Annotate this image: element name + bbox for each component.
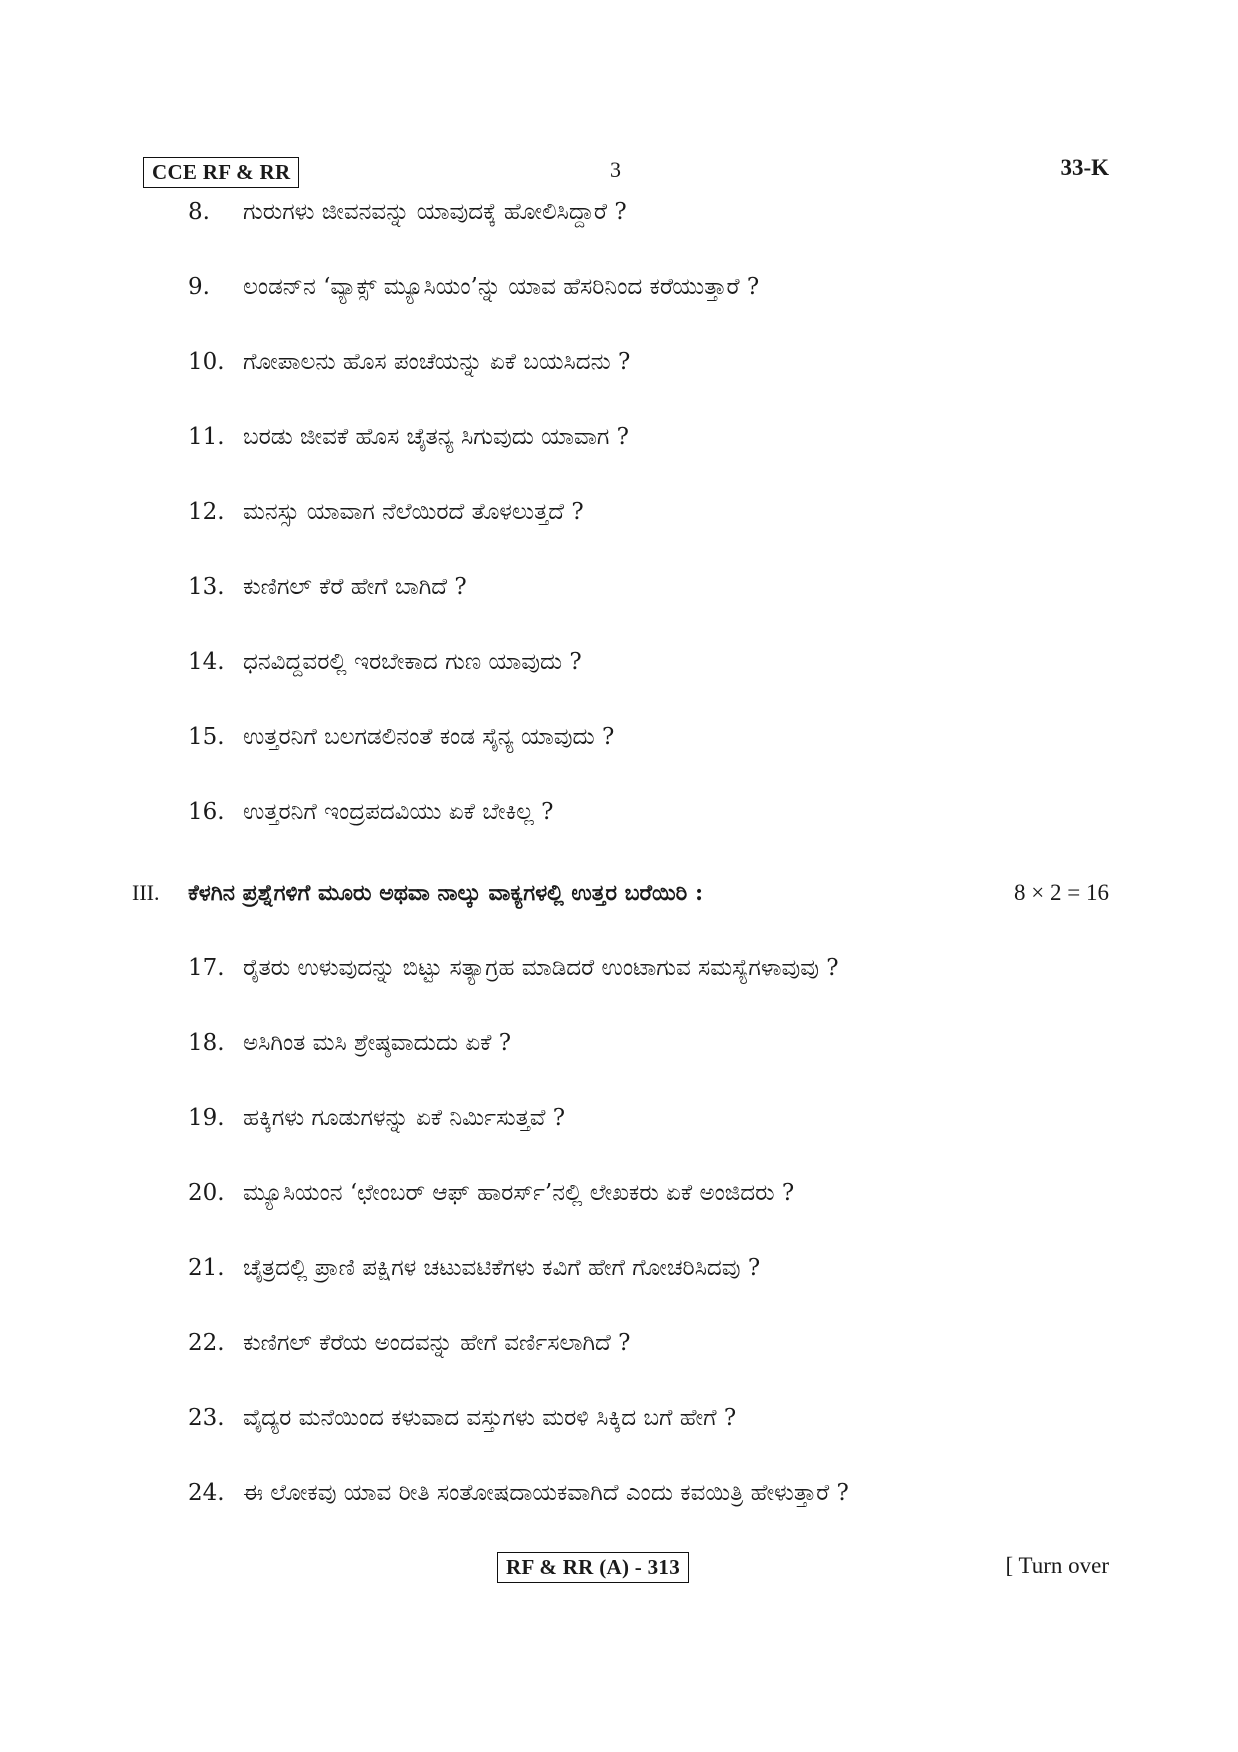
question-item [188, 347, 630, 377]
question-number: 9. [188, 274, 210, 300]
question-item [188, 497, 584, 527]
question-item [188, 1103, 565, 1133]
question-text: ರೈತರು ಉಳುವುದನ್ನು ಬಿಟ್ಟು ಸತ್ಯಾಗ್ರಹ ಮಾಡಿದರೆ ಉಂಟಾಗುವ ಸಮಸ್ಯೆಗಳಾವುವು ? [243, 955, 839, 981]
question-number: 22. [188, 1330, 225, 1356]
question-text: ಕುಣಿಗಲ್ ಕೆರೆಯ ಅಂದವನ್ನು ಹೇಗೆ ವರ್ಣಿಸಲಾಗಿದೆ ? [243, 1330, 631, 1356]
question-number: 15. [188, 724, 225, 750]
question-number: 8. [188, 199, 210, 225]
turn-over-note: [ Turn over [1005, 1553, 1109, 1578]
section-numeral: III. [132, 880, 160, 905]
exam-code-box: CCE RF & RR [143, 157, 299, 188]
question-text: ಚೈತ್ರದಲ್ಲಿ ಪ್ರಾಣಿ ಪಕ್ಷಿಗಳ ಚಟುವಟಿಕೆಗಳು ಕವಿಗೆ ಹೇಗೆ ಗೋಚರಿಸಿದವು ? [243, 1255, 761, 1281]
question-text: ಉತ್ತರನಿಗೆ ಬಲಗಡಲಿನಂತೆ ಕಂಡ ಸೈನ್ಯ ಯಾವುದು ? [243, 724, 615, 750]
paper-code: 33-K [1060, 155, 1109, 180]
question-item [188, 572, 467, 602]
question-text: ಉತ್ತರನಿಗೆ ಇಂದ್ರಪದವಿಯು ಏಕೆ ಬೇಕಿಲ್ಲ ? [243, 799, 554, 825]
question-text: ಅಸಿಗಿಂತ ಮಸಿ ಶ್ರೇಷ್ಠವಾದುದು ಏಕೆ ? [243, 1030, 512, 1056]
question-number: 18. [188, 1030, 225, 1056]
section-instruction: ಕೆಳಗಿನ ಪ್ರಶ್ನೆಗಳಿಗೆ ಮೂರು ಅಥವಾ ನಾಲ್ಕು ವಾಕ್ಯಗಳಲ್ಲಿ ಉತ್ತರ ಬರೆಯಿರಿ : [188, 880, 704, 906]
question-number: 13. [188, 574, 225, 600]
question-item [188, 1178, 794, 1208]
question-item [188, 422, 629, 452]
section-marks: 8 × 2 = 16 [1014, 880, 1109, 905]
question-text: ಮನಸ್ಸು ಯಾವಾಗ ನೆಲೆಯಿರದೆ ತೊಳಲುತ್ತದೆ ? [243, 499, 584, 525]
question-text: ಲಂಡನ್‌ನ ‘ವ್ಯಾಕ್ಸ್ ಮ್ಯೂಸಿಯಂ’ನ್ನು ಯಾವ ಹೆಸರಿನಿಂದ ಕರೆಯುತ್ತಾರೆ ? [243, 274, 760, 300]
page-header [143, 155, 1109, 191]
question-item [188, 1403, 736, 1433]
section-heading [132, 878, 1109, 910]
question-number: 21. [188, 1255, 225, 1281]
question-text: ಹಕ್ಕಿಗಳು ಗೂಡುಗಳನ್ನು ಏಕೆ ನಿರ್ಮಿಸುತ್ತವೆ ? [243, 1105, 566, 1131]
question-item [188, 797, 554, 827]
question-number: 10. [188, 349, 225, 375]
question-text: ವೈದ್ಯರ ಮನೆಯಿಂದ ಕಳುವಾದ ವಸ್ತುಗಳು ಮರಳಿ ಸಿಕ್ಕಿದ ಬಗೆ ಹೇಗೆ ? [243, 1405, 737, 1431]
question-text: ಮ್ಯೂಸಿಯಂನ ‘ಛೇಂಬರ್ ಆಫ್ ಹಾರರ್ಸ್’ನಲ್ಲಿ ಲೇಖಕರು ಏಕೆ ಅಂಜಿದರು ? [243, 1180, 795, 1206]
question-item [188, 272, 759, 302]
question-number: 11. [188, 424, 225, 450]
question-item [188, 197, 627, 227]
page-number: 3 [610, 157, 621, 182]
question-number: 17. [188, 955, 225, 981]
question-number: 23. [188, 1405, 225, 1431]
question-item [188, 647, 582, 677]
question-item [188, 953, 839, 983]
question-text: ಕುಣಿಗಲ್ ಕೆರೆ ಹೇಗೆ ಬಾಗಿದೆ ? [243, 574, 467, 600]
question-item [188, 722, 614, 752]
question-number: 24. [188, 1480, 225, 1506]
question-item [188, 1028, 511, 1058]
question-number: 12. [188, 499, 225, 525]
question-text: ಬರಡು ಜೀವಕೆ ಹೊಸ ಚೈತನ್ಯ ಸಿಗುವುದು ಯಾವಾಗ ? [243, 424, 629, 450]
question-number: 16. [188, 799, 225, 825]
question-item [188, 1328, 630, 1358]
question-item [188, 1478, 849, 1508]
footer-code-box: RF & RR (A) - 313 [497, 1552, 689, 1583]
question-number: 14. [188, 649, 225, 675]
question-text: ಧನವಿದ್ದವರಲ್ಲಿ ಇರಬೇಕಾದ ಗುಣ ಯಾವುದು ? [243, 649, 582, 675]
question-number: 19. [188, 1105, 225, 1131]
question-item [188, 1253, 760, 1283]
question-number: 20. [188, 1180, 225, 1206]
question-text: ಗೋಪಾಲನು ಹೊಸ ಪಂಚೆಯನ್ನು ಏಕೆ ಬಯಸಿದನು ? [243, 349, 631, 375]
question-text: ಈ ಲೋಕವು ಯಾವ ರೀತಿ ಸಂತೋಷದಾಯಕವಾಗಿದೆ ಎಂದು ಕವಯಿತ್ರಿ ಹೇಳುತ್ತಾರೆ ? [243, 1480, 849, 1506]
question-text: ಗುರುಗಳು ಜೀವನವನ್ನು ಯಾವುದಕ್ಕೆ ಹೋಲಿಸಿದ್ದಾರೆ ? [243, 199, 627, 225]
